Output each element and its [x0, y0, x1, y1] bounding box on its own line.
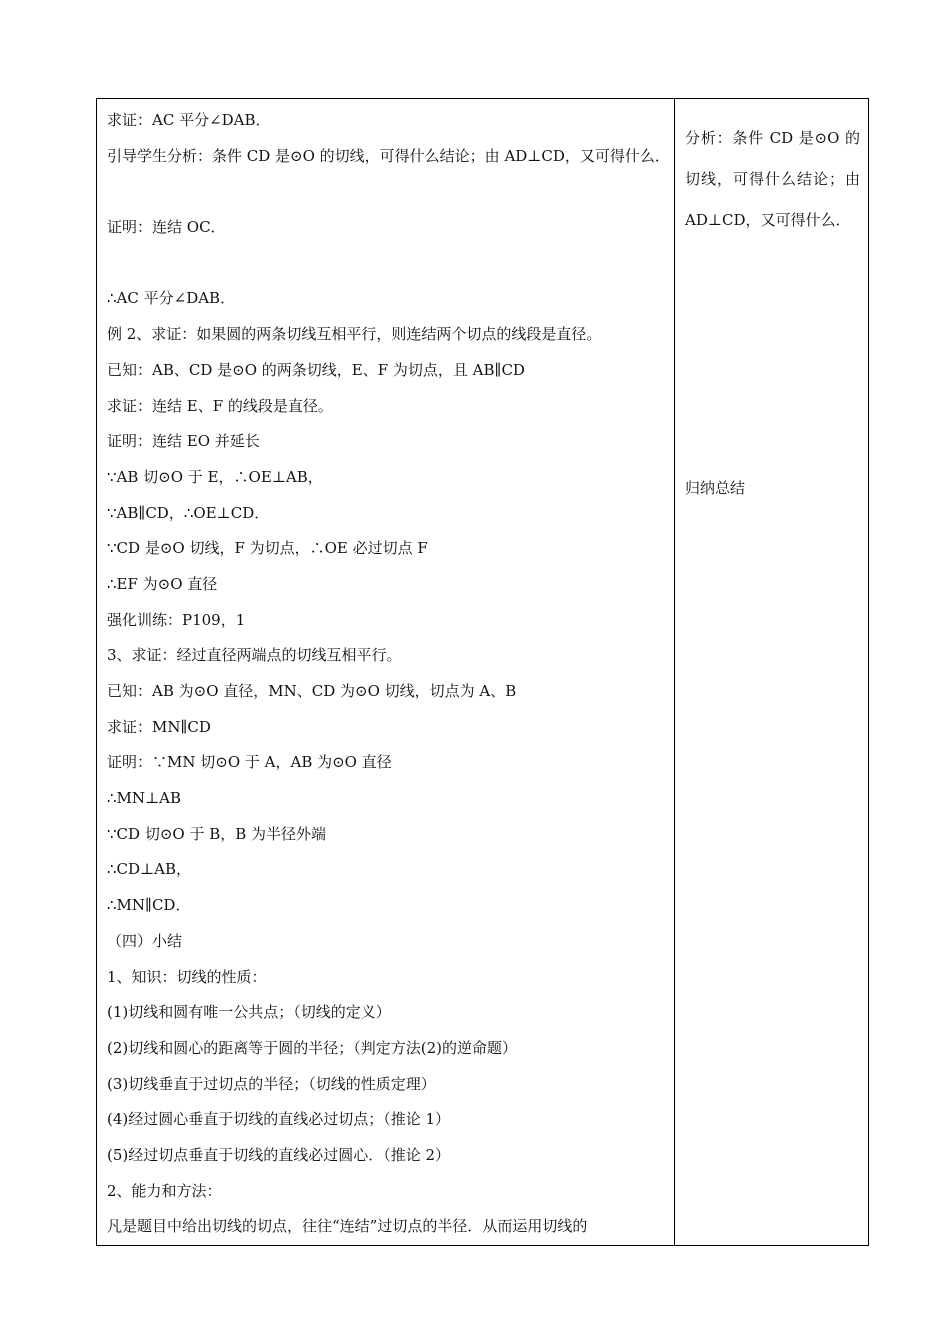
- text-line: 求证：MN∥CD: [107, 717, 211, 736]
- text-line: 3、求证：经过直径两端点的切线互相平行。: [107, 646, 402, 665]
- text-line: ∴EF 为⊙O 直径: [107, 574, 218, 593]
- text-line: ∴MN∥CD．: [107, 896, 191, 915]
- text-line: 例 2、求证：如果圆的两条切线互相平行，则连结两个切点的线段是直径。: [107, 325, 602, 344]
- summary-note: 归纳总结: [685, 479, 746, 497]
- text-line: 1、知识：切线的性质：: [107, 967, 267, 986]
- text-line: ∵CD 是⊙O 切线，F 为切点，∴OE 必过切点 F: [107, 539, 428, 558]
- section-heading: （四）小结: [107, 931, 183, 950]
- main-text-block: [97, 99, 674, 1245]
- side-notes-cell: [675, 99, 869, 1246]
- side-text-block: [675, 99, 868, 509]
- text-line: 证明：∵MN 切⊙O 于 A，AB 为⊙O 直径: [107, 753, 392, 772]
- text-line: 强化训练：P109，1: [107, 610, 246, 629]
- table-row: [97, 99, 869, 1246]
- main-content-cell: [97, 99, 675, 1246]
- text-line: ∵AB∥CD，∴OE⊥CD．: [107, 503, 270, 522]
- text-line: ∵CD 切⊙O 于 B，B 为半径外端: [107, 824, 327, 843]
- text-line: 求证：AC 平分∠DAB．: [107, 111, 271, 129]
- text-line: ∵AB 切⊙O 于 E，∴OE⊥AB，: [107, 467, 323, 486]
- blank-line: [107, 246, 674, 282]
- text-line: 凡是题目中给出切线的切点，往往“连结”过切点的半径．从而运用切线的: [107, 1217, 588, 1236]
- text-line: (4)经过圆心垂直于切线的直线必过切点；（推论 1）: [107, 1110, 451, 1129]
- text-line: 求证：连结 E、F 的线段是直径。: [107, 396, 333, 415]
- text-line: 证明：连结 EO 并延长: [107, 432, 260, 451]
- text-line: ∴MN⊥AB: [107, 789, 181, 808]
- text-line: 2、能力和方法：: [107, 1181, 222, 1200]
- text-line: 已知：AB、CD 是⊙O 的两条切线，E、F 为切点，且 AB∥CD: [107, 360, 525, 379]
- text-line: (2)切线和圆心的距离等于圆的半径；（判定方法(2)的逆命题）: [107, 1038, 517, 1057]
- lesson-table: [96, 98, 869, 1246]
- text-line: ∴AC 平分∠DAB．: [107, 289, 236, 308]
- text-line: (5)经过切点垂直于切线的直线必过圆心．（推论 2）: [107, 1145, 451, 1164]
- text-line: (3)切线垂直于过切点的半径；（切线的性质定理）: [107, 1074, 436, 1093]
- text-line: ∴CD⊥AB，: [107, 860, 192, 879]
- analysis-note: 分析：条件 CD 是⊙O 的切线，可得什么结论；由 AD⊥CD，又可得什么．: [685, 129, 860, 229]
- text-line: 引导学生分析：条件 CD 是⊙O 的切线，可得什么结论；由 AD⊥CD，又可得什么．: [107, 146, 670, 165]
- text-line: 已知：AB 为⊙O 直径，MN、CD 为⊙O 切线，切点为 A、B: [107, 682, 517, 701]
- text-line: (1)切线和圆有唯一公共点；（切线的定义）: [107, 1003, 391, 1022]
- text-line: 证明：连结 OC．: [107, 218, 226, 237]
